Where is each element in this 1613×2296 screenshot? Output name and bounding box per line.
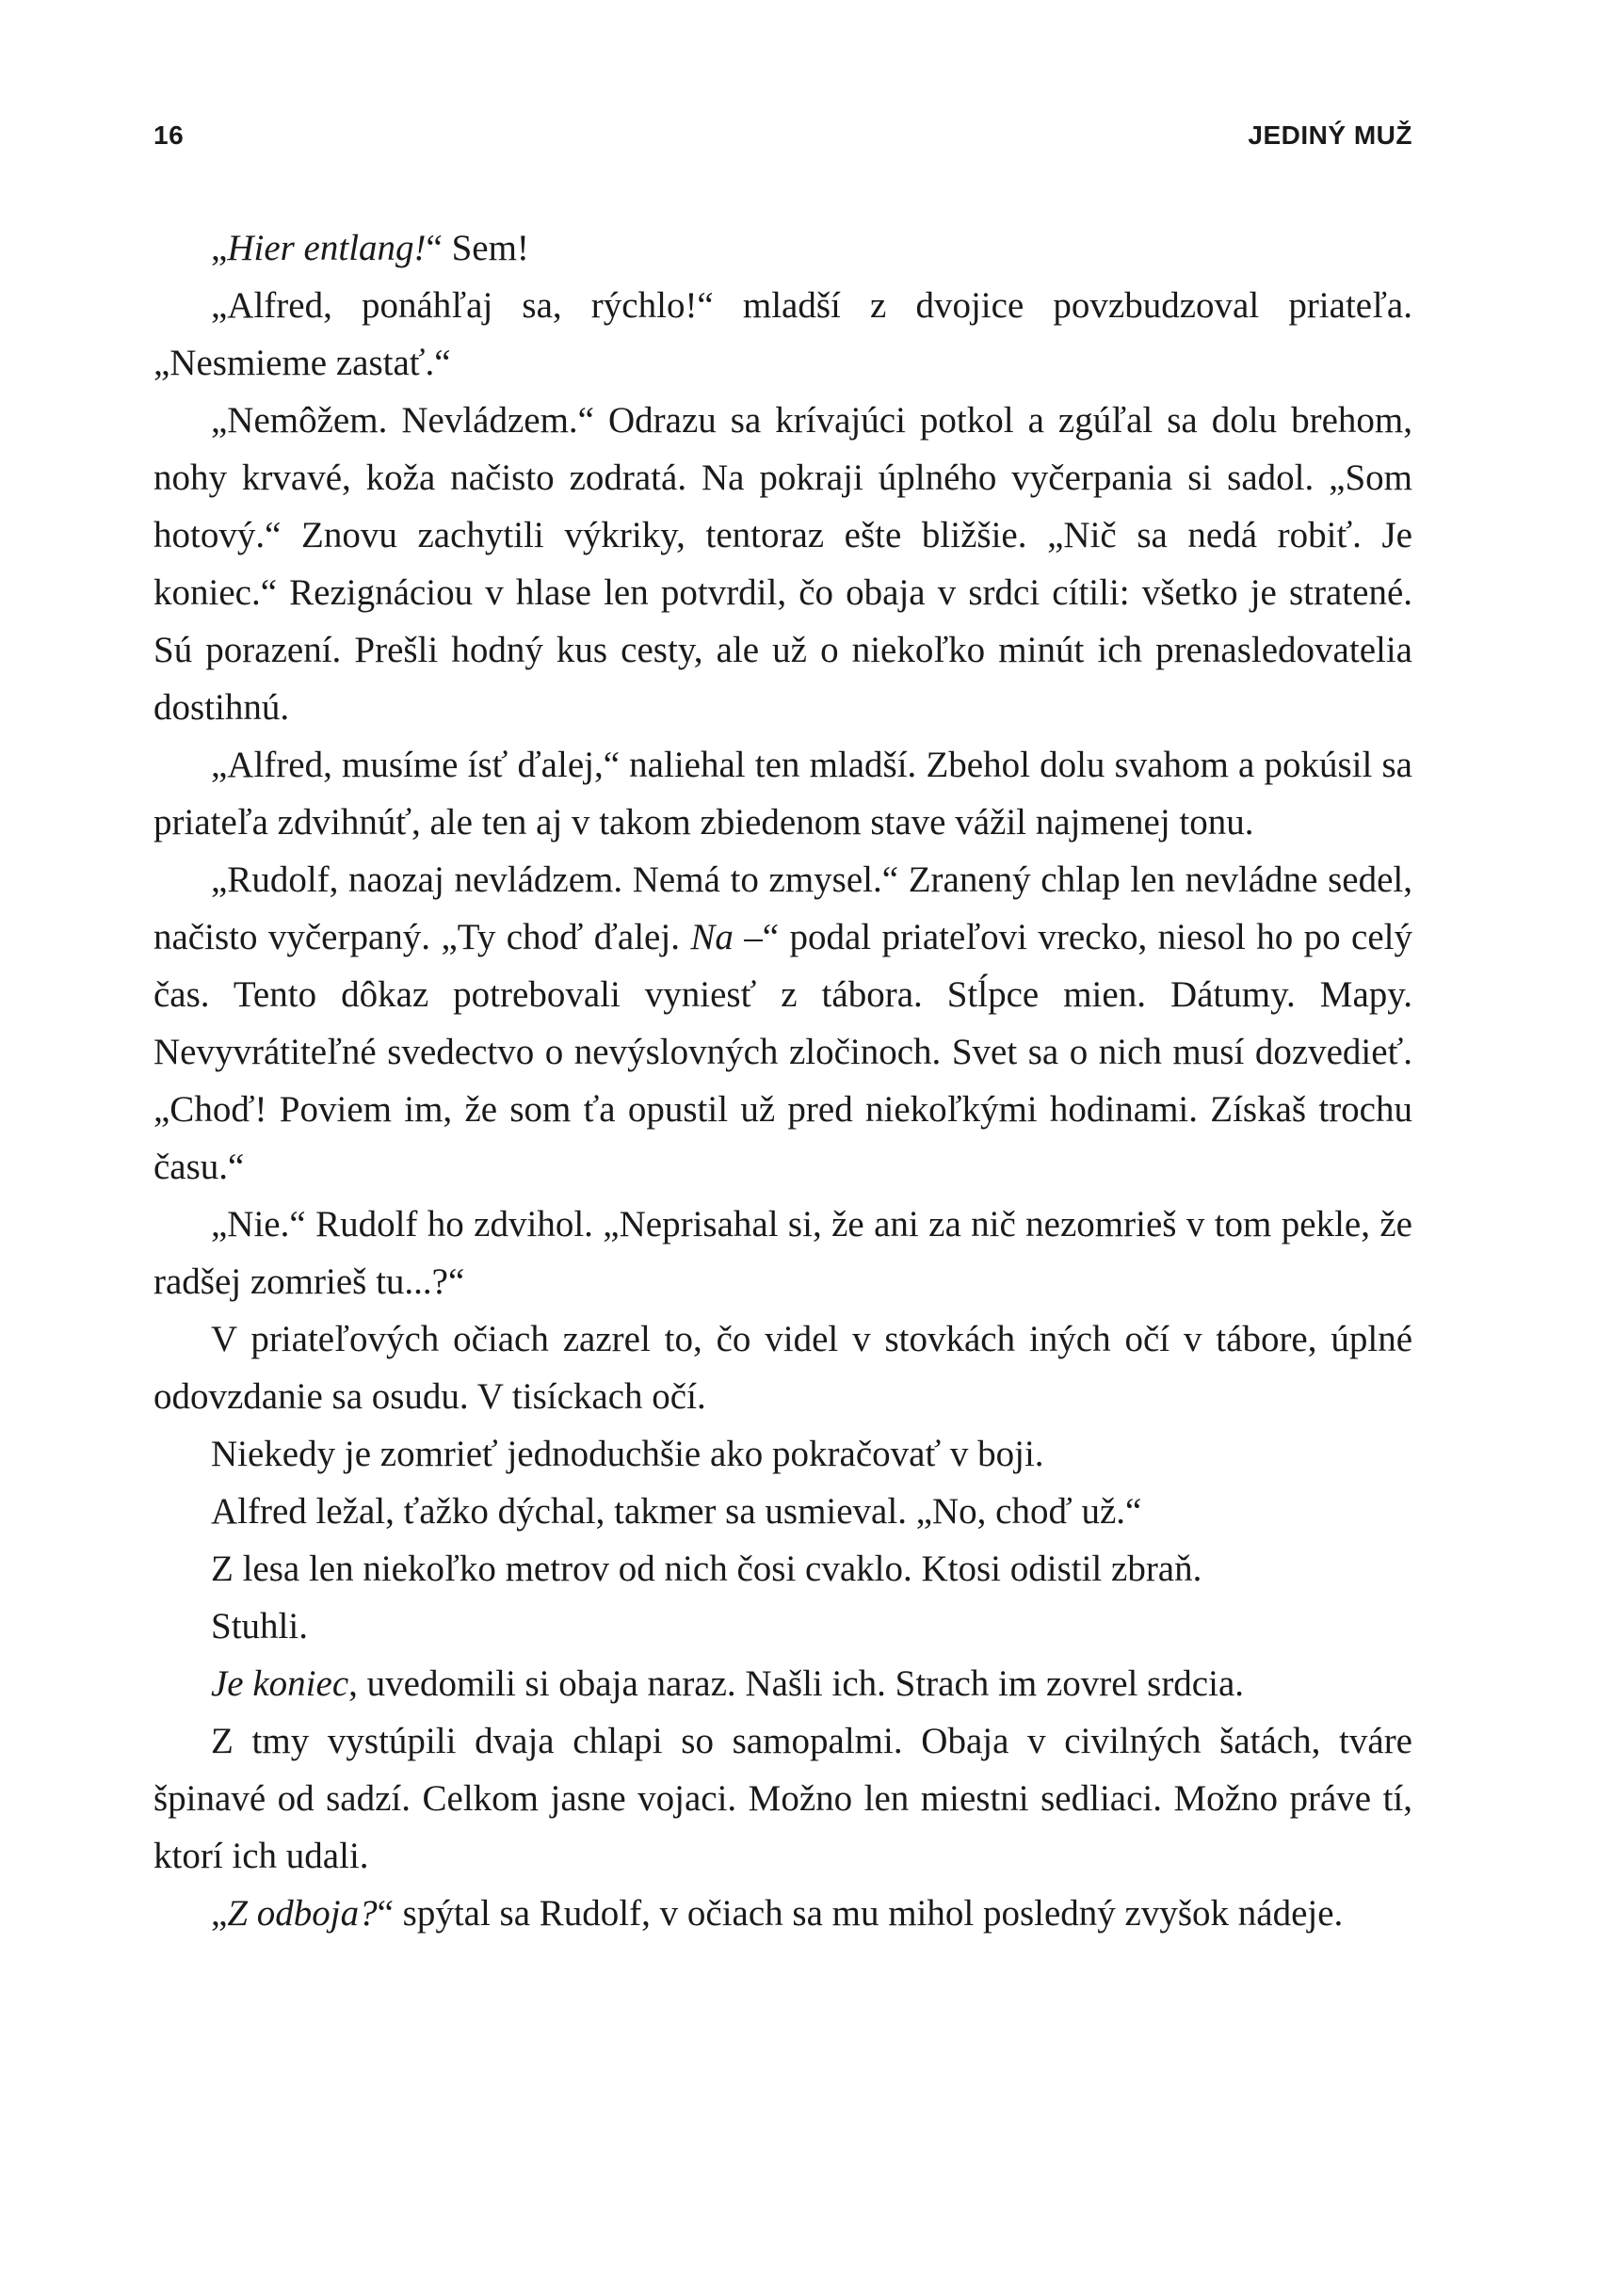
paragraph-text: „Nemôžem. Nevládzem.“ Odrazu sa krívajúci potkol a zgúľal sa dolu brehom, nohy krvavé, koža načisto zodratá. Na pokraji úplného vyčerpania si sadol. „Som hotový.“ Znovu zachytili výkriky, tentoraz ešte bližšie. „Nič sa nedá robiť. Je koniec.“ Rezignáciou v hlase len potvrdil, čo obaja v srdci cítili: všetko je stratené. Sú porazení. Prešli hodný kus cesty, ale už o niekoľko minút ich prenasledovatelia dostihnú. — [153, 400, 1412, 728]
running-header — [153, 120, 1412, 158]
paragraph-text: „Alfred, ponáhľaj sa, rýchlo!“ mladší z dvojice povzbudzoval priateľa. „Nesmieme zastať.“ — [153, 285, 1412, 383]
paragraph — [153, 1483, 1412, 1540]
paragraph — [153, 1598, 1412, 1655]
italic-phrase: Z odboja? — [227, 1893, 378, 1934]
paragraph-text: “ Sem! — [426, 228, 529, 268]
paragraph-text: „Alfred, musíme ísť ďalej,“ naliehal ten mladší. Zbehol dolu svahom a pokúsil sa priateľa zdvihnúť, ale ten aj v takom zbiedenom stave vážil najmenej tonu. — [153, 745, 1412, 843]
paragraph-text: Stuhli. — [211, 1606, 308, 1646]
paragraph-text: „Rudolf, naozaj nevládzem. Nemá to zmysel.“ Zranený chlap len nevládne sedel, načisto vyčerpaný. „Ty choď ďalej. — [153, 859, 1412, 957]
paragraph — [153, 392, 1412, 736]
opening-quote: „ — [211, 1893, 228, 1934]
paragraph — [153, 1655, 1412, 1712]
paragraph — [153, 1196, 1412, 1310]
italic-phrase: Je koniec — [211, 1663, 349, 1704]
paragraph-text: “ spýtal sa Rudolf, v očiach sa mu mihol posledný zvyšok nádeje. — [377, 1893, 1344, 1934]
paragraph — [153, 736, 1412, 851]
paragraph — [153, 1425, 1412, 1483]
paragraph-text: „Nie.“ Rudolf ho zdvihol. „Neprisahal si, že ani za nič nezomrieš v tom pekle, že radšej zomrieš tu...?“ — [153, 1204, 1412, 1302]
paragraph — [153, 851, 1412, 1196]
paragraph-text: –“ podal priateľovi vrecko, niesol ho po celý čas. Tento dôkaz potrebovali vyniesť z tábora. Stĺpce mien. Dátumy. Mapy. Nevyvrátiteľné svedectvo o nevýslovných zločinoch. Svet sa o nich musí dozvedieť. „Choď! Poviem im, že som ťa opustil už pred niekoľkými hodinami. Získaš trochu času.“ — [153, 917, 1412, 1187]
paragraph-text: Z tmy vystúpili dvaja chlapi so samopalmi. Obaja v civilných šatách, tváre špinavé od sadzí. Celkom jasne vojaci. Možno len miestni sedliaci. Možno práve tí, ktorí ich udali. — [153, 1721, 1412, 1876]
paragraph-text: , uvedomili si obaja naraz. Našli ich. Strach im zovrel srdcia. — [348, 1663, 1245, 1704]
paragraph — [153, 1540, 1412, 1598]
italic-phrase: Hier entlang! — [227, 228, 427, 268]
paragraph-text: V priateľových očiach zazrel to, čo videl v stovkách iných očí v tábore, úplné odovzdanie sa osudu. V tisíckach očí. — [153, 1319, 1412, 1417]
paragraph — [153, 1310, 1412, 1425]
body-text — [153, 219, 1412, 1942]
paragraph — [153, 277, 1412, 392]
italic-phrase: Na — [690, 917, 734, 957]
paragraph — [153, 219, 1412, 277]
page-number: 16 — [153, 120, 185, 150]
paragraph-text: Niekedy je zomrieť jednoduchšie ako pokračovať v boji. — [211, 1434, 1044, 1474]
paragraph-text: Alfred ležal, ťažko dýchal, takmer sa usmieval. „No, choď už.“ — [211, 1491, 1142, 1532]
opening-quote: „ — [211, 228, 228, 268]
paragraph — [153, 1885, 1412, 1942]
paragraph-text: Z lesa len niekoľko metrov od nich čosi cvaklo. Ktosi odistil zbraň. — [211, 1549, 1202, 1589]
paragraph — [153, 1712, 1412, 1885]
running-title: JEDINÝ MUŽ — [1248, 120, 1412, 150]
